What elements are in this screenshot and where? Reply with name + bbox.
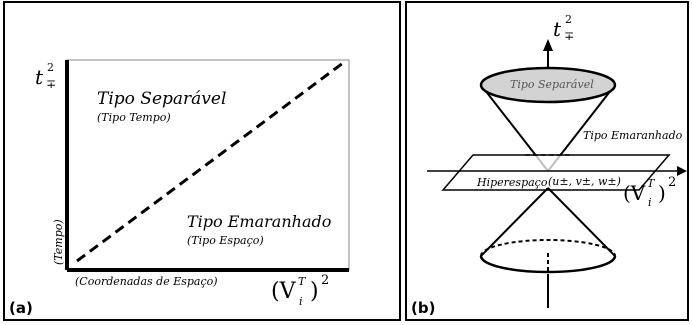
y-axis-sub-b: ∓ [564,29,575,43]
lower-cone-right-edge [548,188,615,256]
y-axis-symbol-a: t [35,65,44,89]
panel-b-tag: (b) [411,299,436,317]
x-axis-open-b: (V [623,181,646,205]
region-bottom-title: Tipo Emaranhado [187,212,332,231]
y-axis-sup-b: 2 [565,13,572,26]
region-bottom-subtitle: (Tipo Espaço) [187,234,264,247]
x-axis-label-a: (Coordenadas de Espaço) [75,275,218,288]
cone-top-label: Tipo Separável [510,78,594,91]
x-axis-sub-b: i [648,196,652,209]
cone-side-label: Tipo Emaranhado [583,129,683,142]
region-top-title: Tipo Separável [97,89,227,109]
y-axis-label-a: (Tempo) [52,219,65,265]
y-axis-sup-a: 2 [47,61,54,74]
panel-a-tag: (a) [9,299,33,317]
lower-cone-left-edge [481,188,548,256]
x-axis-close-a: ) [310,279,319,304]
y-axis-symbol-b: t [553,17,562,41]
y-axis-sub-a: ∓ [46,77,57,91]
region-top-subtitle: (Tipo Tempo) [97,111,171,124]
x-axis-close-b: ) [658,181,666,205]
x-axis-open-a: (V [271,279,296,304]
x-axis-sup-a: T [298,275,306,288]
x-axis-sub-a: i [299,295,303,308]
panel-a [3,1,401,321]
plane-label: Hiperespaço [477,176,548,189]
time-axis-arrowhead [543,39,553,51]
panel-b [405,1,689,321]
space-axis-arrowhead [677,166,687,176]
x-axis-sup2-b: 2 [668,175,677,190]
plane-coords: (u±, v±, w±) [548,175,621,188]
x-axis-sup2-a: 2 [321,273,330,288]
x-axis-sup-b: T [647,177,655,190]
diagram-b-graphics [407,3,691,323]
